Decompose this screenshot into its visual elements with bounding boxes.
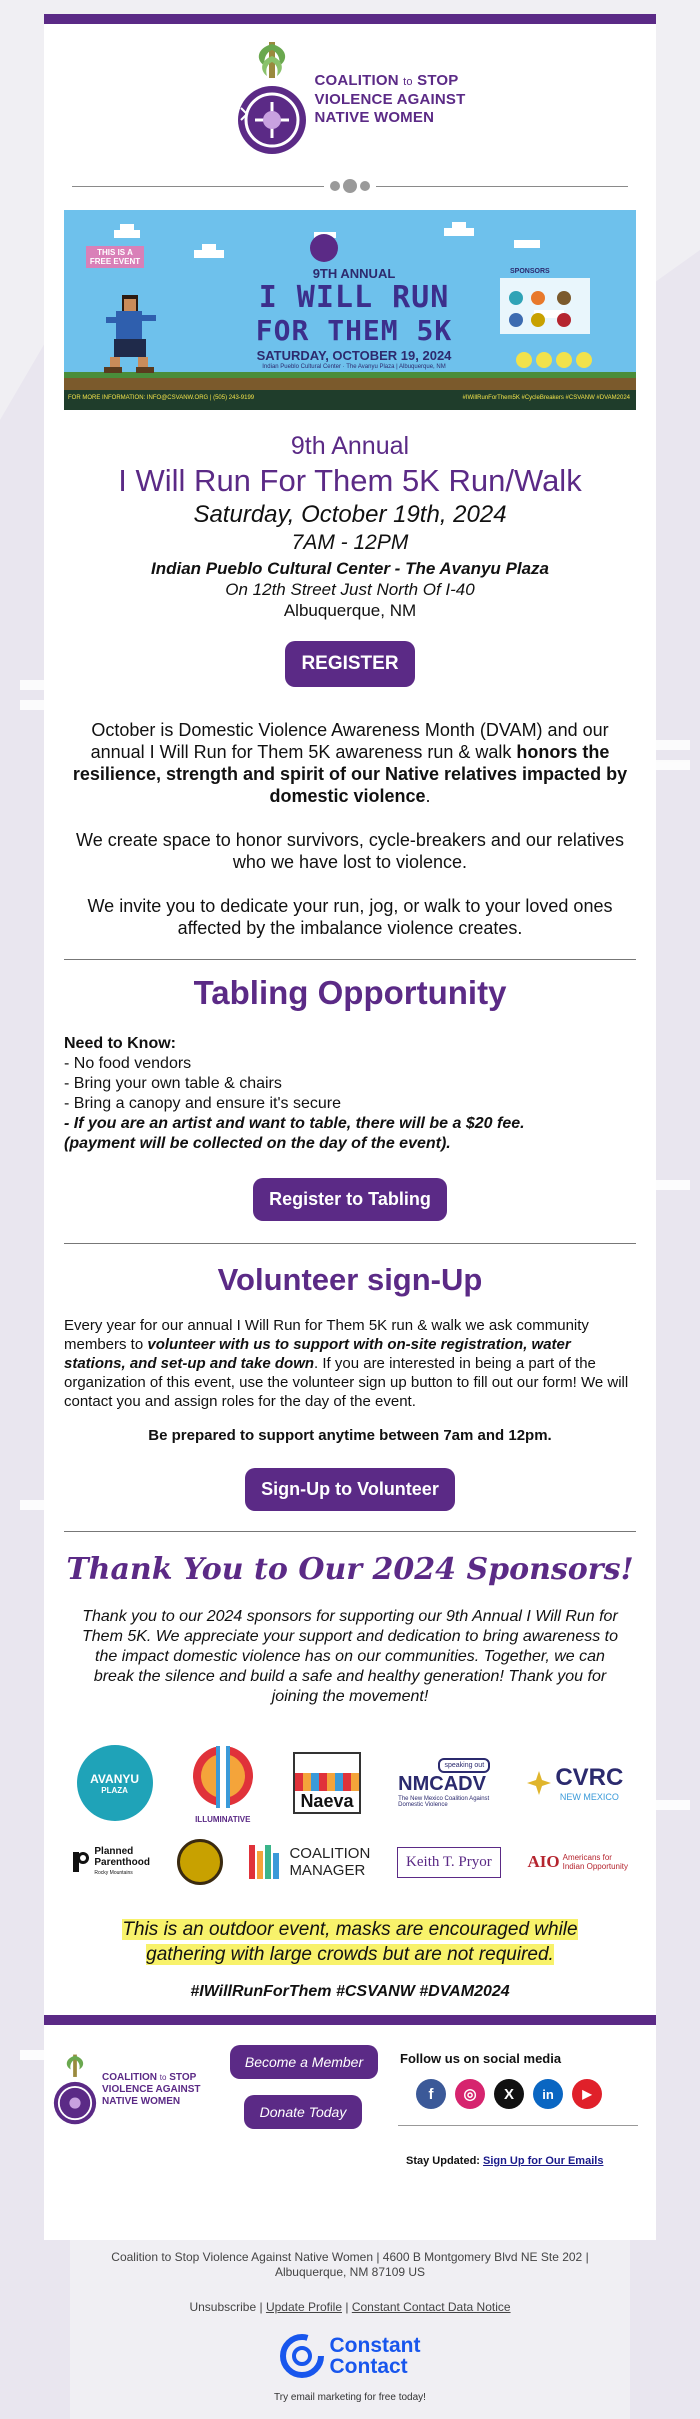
banner-badge: THIS IS A FREE EVENT: [89, 248, 141, 266]
event-title: I Will Run For Them 5K Run/Walk: [118, 463, 582, 498]
banner-hashtags: #IWillRunForThem5K #CycleBreakers #CSVANW #DVAM2024: [462, 395, 630, 401]
need-to-know-label: Need to Know:: [64, 1035, 176, 1052]
avanyu-logo[interactable]: AVANYU PLAZA: [77, 1745, 153, 1821]
aio-logo[interactable]: AIO Americans for Indian Opportunity: [527, 1852, 628, 1871]
ornamental-divider: [72, 174, 628, 200]
coalition-manager-logo[interactable]: COALITION MANAGER: [249, 1845, 370, 1879]
event-time: 7AM - 12PM: [291, 531, 409, 554]
sponsors-heading: Thank You to Our 2024 Sponsors!: [66, 1552, 634, 1587]
list-item: - Bring your own table & chairs: [64, 1075, 282, 1092]
facebook-icon[interactable]: f: [416, 2079, 446, 2109]
banner-info: FOR MORE INFORMATION: INFO@CSVANW.ORG | (505) 243-9199: [68, 395, 255, 401]
event-hashtags: #IWillRunForThem #CSVANW #DVAM2024: [190, 1983, 510, 2000]
top-accent-bar: [44, 14, 656, 24]
instagram-icon[interactable]: ◎: [455, 2079, 485, 2109]
register-button[interactable]: REGISTER: [285, 641, 414, 687]
volunteer-description: Every year for our annual I Will Run for Them 5K run & walk we ask community members to volunteer with us to support with on-site registration, water stations, and set-up and take down. If you are interested in being a part of the organization of this event, use the volunteer sign up button to fill out our form! We will contact you and assign roles for the day of the event.: [64, 1317, 629, 1410]
footer-logo[interactable]: COALITION to STOP VIOLENCE AGAINST NATIVE WOMEN: [52, 2051, 201, 2129]
become-member-button[interactable]: Become a Member: [230, 2045, 378, 2079]
event-banner-image[interactable]: [64, 210, 636, 410]
illuminative-logo[interactable]: ILLUMINATIVE: [190, 1743, 256, 1824]
sponsor-logos-row-1: [44, 1733, 656, 1833]
event-venue: Indian Pueblo Cultural Center - The Avanyu Plaza: [151, 559, 549, 578]
banner-date: SATURDAY, OCTOBER 19, 2024: [256, 348, 452, 363]
stay-updated: Stay Updated: Sign Up for Our Emails: [406, 2155, 604, 2167]
email-signup-link[interactable]: Sign Up for Our Emails: [483, 2155, 604, 2167]
follow-social-label: Follow us on social media: [400, 2051, 562, 2066]
youtube-icon[interactable]: ▶: [572, 2079, 602, 2109]
linkedin-icon[interactable]: in: [533, 2079, 563, 2109]
mailing-address: Coalition to Stop Violence Against Native Women | 4600 B Montgomery Blvd NE Ste 202 | Albuquerque, NM 87109 US: [111, 2250, 589, 2279]
mask-notice: This is an outdoor event, masks are encouraged while gathering with large crowds but are not required.: [122, 1919, 578, 1965]
csvanw-logo-icon: [235, 38, 309, 160]
social-links: [416, 2079, 602, 2109]
nmcadv-logo[interactable]: speaking out NMCADV The New Mexico Coalition Against Domestic Violence: [398, 1758, 490, 1808]
x-twitter-icon[interactable]: X: [494, 2079, 524, 2109]
sponsor-logos-row-2: [44, 1833, 656, 1891]
cvrc-logo[interactable]: CVRC NEW MEXICO: [527, 1764, 623, 1802]
tabling-fee: - If you are an artist and want to table, there will be a $20 fee.: [64, 1115, 525, 1132]
footer-divider: [398, 2125, 638, 2126]
unsubscribe-link[interactable]: Unsubscribe: [189, 2300, 257, 2314]
donate-button[interactable]: Donate Today: [244, 2095, 362, 2129]
planned-parenthood-logo[interactable]: Planned Parenthood Rocky Mountains: [71, 1846, 150, 1879]
star-icon: [527, 1771, 551, 1795]
intro-paragraph-3: We invite you to dedicate your run, jog, or walk to your loved ones affected by the imbalance violence creates.: [87, 896, 613, 938]
banner-venue: Indian Pueblo Cultural Center · The Avanyu Plaza | Albuquerque, NM: [262, 364, 446, 370]
event-street: On 12th Street Just North Of I-40: [225, 580, 475, 599]
tabling-info: [44, 1034, 656, 1154]
csvanw-logo-icon: [52, 2051, 98, 2129]
naeva-logo[interactable]: Naeva: [293, 1752, 361, 1814]
coalition-manager-icon: [249, 1845, 283, 1879]
intro-paragraph-1: October is Domestic Violence Awareness Month (DVAM) and our annual I Will Run for Them 5K awareness run & walk honors the resilience, strength and spirit of our Native relatives impacted by domestic violence.: [72, 720, 628, 806]
email-footer: [44, 2025, 656, 2185]
org-name: COALITION to STOP VIOLENCE AGAINST NATIVE WOMEN: [314, 71, 466, 126]
update-profile-link[interactable]: Update Profile: [265, 2300, 342, 2314]
banner-annual: 9TH ANNUAL: [312, 266, 396, 281]
register-tabling-button[interactable]: Register to Tabling: [253, 1178, 447, 1221]
tabling-payment-note: (payment will be collected on the day of the event).: [64, 1135, 451, 1152]
cc-tagline: Try email marketing for free today!: [274, 2392, 426, 2403]
header-logo[interactable]: [44, 24, 656, 174]
keith-pryor-logo[interactable]: Keith T. Pryor: [397, 1847, 501, 1878]
event-city: Albuquerque, NM: [283, 601, 417, 620]
banner-title-line2: FOR THEM 5K: [255, 314, 453, 347]
list-item: - No food vendors: [64, 1055, 192, 1072]
footer-links: Unsubscribe | Update Profile | Constant Contact Data Notice: [189, 2300, 511, 2314]
volunteer-heading: Volunteer sign-Up: [217, 1262, 483, 1297]
planned-parenthood-icon: [71, 1850, 91, 1874]
email-container: [44, 14, 656, 2240]
sponsors-text: Thank you to our 2024 sponsors for supporting our 9th Annual I Will Run for Them 5K. We appreciate your support and dedication to bring awareness to the impact domestic violence has on our communities. Together, we can break the silence and build a safe and healthy generation! Thank you for joining the movement!: [82, 1608, 619, 1705]
footer-accent-bar: [44, 2015, 656, 2025]
event-details: [44, 432, 656, 687]
banner-sponsors-label: SPONSORS: [510, 268, 550, 275]
event-annual: 9th Annual: [290, 432, 410, 460]
illuminative-icon: [190, 1743, 256, 1815]
event-date: Saturday, October 19th, 2024: [193, 501, 507, 528]
list-item: - Bring a canopy and ensure it's secure: [64, 1095, 341, 1112]
constant-contact-icon: [280, 2334, 324, 2378]
tabling-heading: Tabling Opportunity: [193, 974, 507, 1011]
volunteer-signup-button[interactable]: Sign-Up to Volunteer: [245, 1468, 455, 1511]
seal-logo[interactable]: [177, 1839, 223, 1885]
constant-contact-logo[interactable]: Constant Contact: [0, 2334, 700, 2378]
data-notice-link[interactable]: Constant Contact Data Notice: [351, 2300, 511, 2314]
banner-title-line1: I WILL RUN: [258, 280, 450, 315]
volunteer-hours-note: Be prepared to support anytime between 7am and 12pm.: [148, 1427, 552, 1444]
intro-paragraph-2: We create space to honor survivors, cycle-breakers and our relatives who we have lost to violence.: [76, 830, 624, 872]
